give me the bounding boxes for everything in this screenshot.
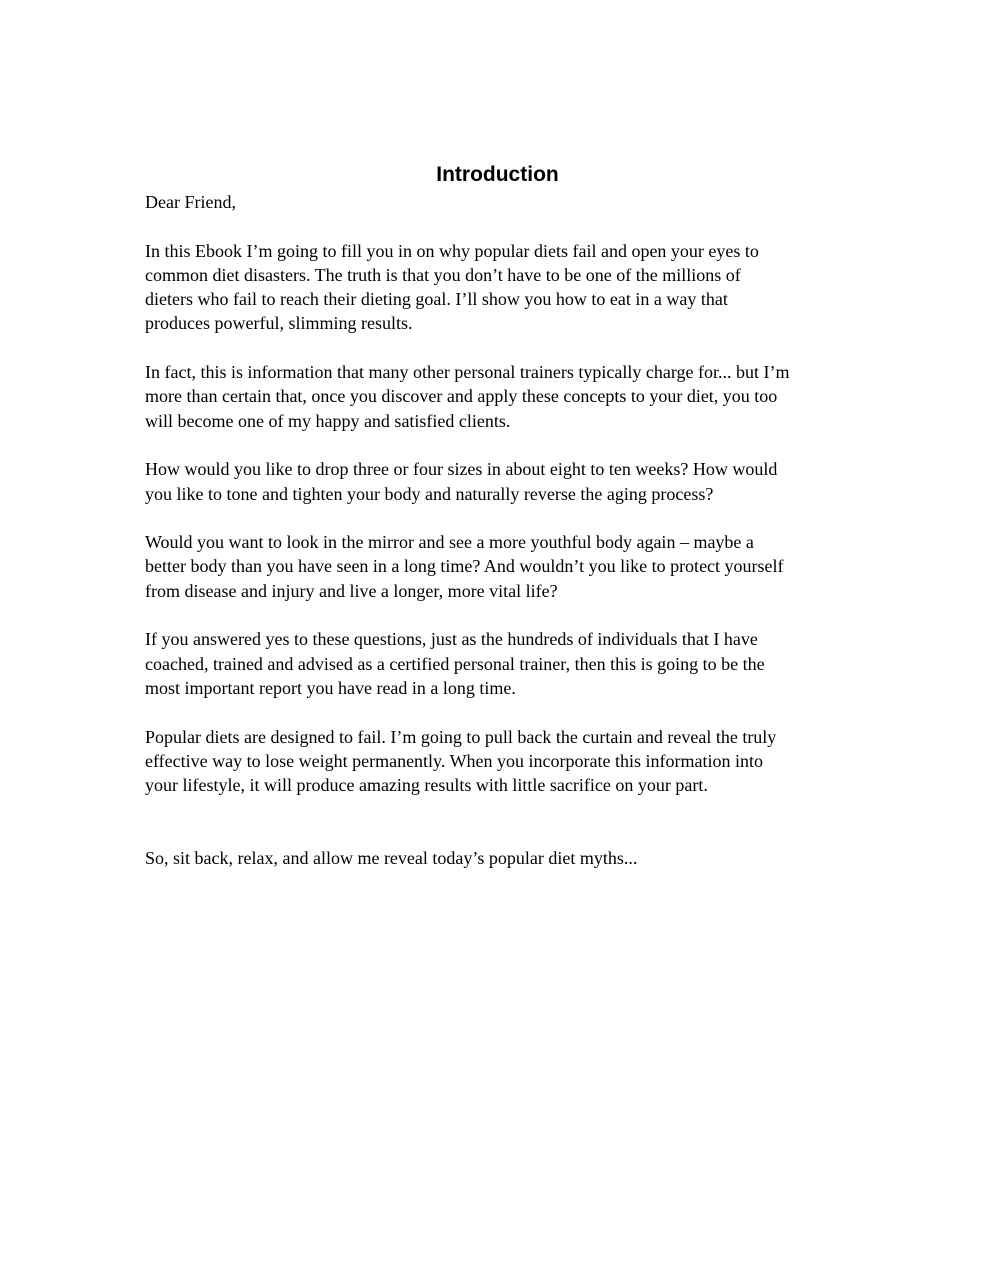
- paragraph-6: Popular diets are designed to fail. I’m going to pull back the curtain and reveal the truly effective way to lose weight permanently. When you incorporate this information into your lifestyle, it will produce amazing results with little sacrifice on your part.: [145, 726, 777, 796]
- paragraph-5: If you answered yes to these questions, just as the hundreds of individuals that I have coached, trained and advised as a certified personal trainer, then this is going to be the most important report you have read in a long time.: [145, 629, 765, 698]
- paragraph-4: Would you want to look in the mirror and see a more youthful body again – maybe a better body than you have seen in a long time? And wouldn’t you like to protect yourself from disease and injury and live a longer, more vital life?: [145, 532, 784, 601]
- closing-line: So, sit back, relax, and allow me reveal today’s popular diet myths...: [145, 848, 638, 869]
- paragraph-1: In this Ebook I’m going to fill you in on why popular diets fail and open your eyes to common diet disasters. The truth is that you don’t have to be one of the millions of dieters who fail to reach their dieting goal. I’ll show you how to eat in a way that produces powerful, slimming results.: [145, 240, 759, 334]
- document-body: [145, 160, 855, 895]
- page-title: Introduction: [436, 163, 559, 186]
- paragraph-3: How would you like to drop three or four sizes in about eight to ten weeks? How would you like to tone and tighten your body and naturally reverse the aging process?: [145, 459, 778, 504]
- salutation: Dear Friend,: [145, 192, 236, 212]
- paragraph-2: In fact, this is information that many other personal trainers typically charge for... but I’m more than certain that, once you discover and apply these concepts to your diet, you too will become one of my happy and satisfied clients.: [145, 362, 790, 431]
